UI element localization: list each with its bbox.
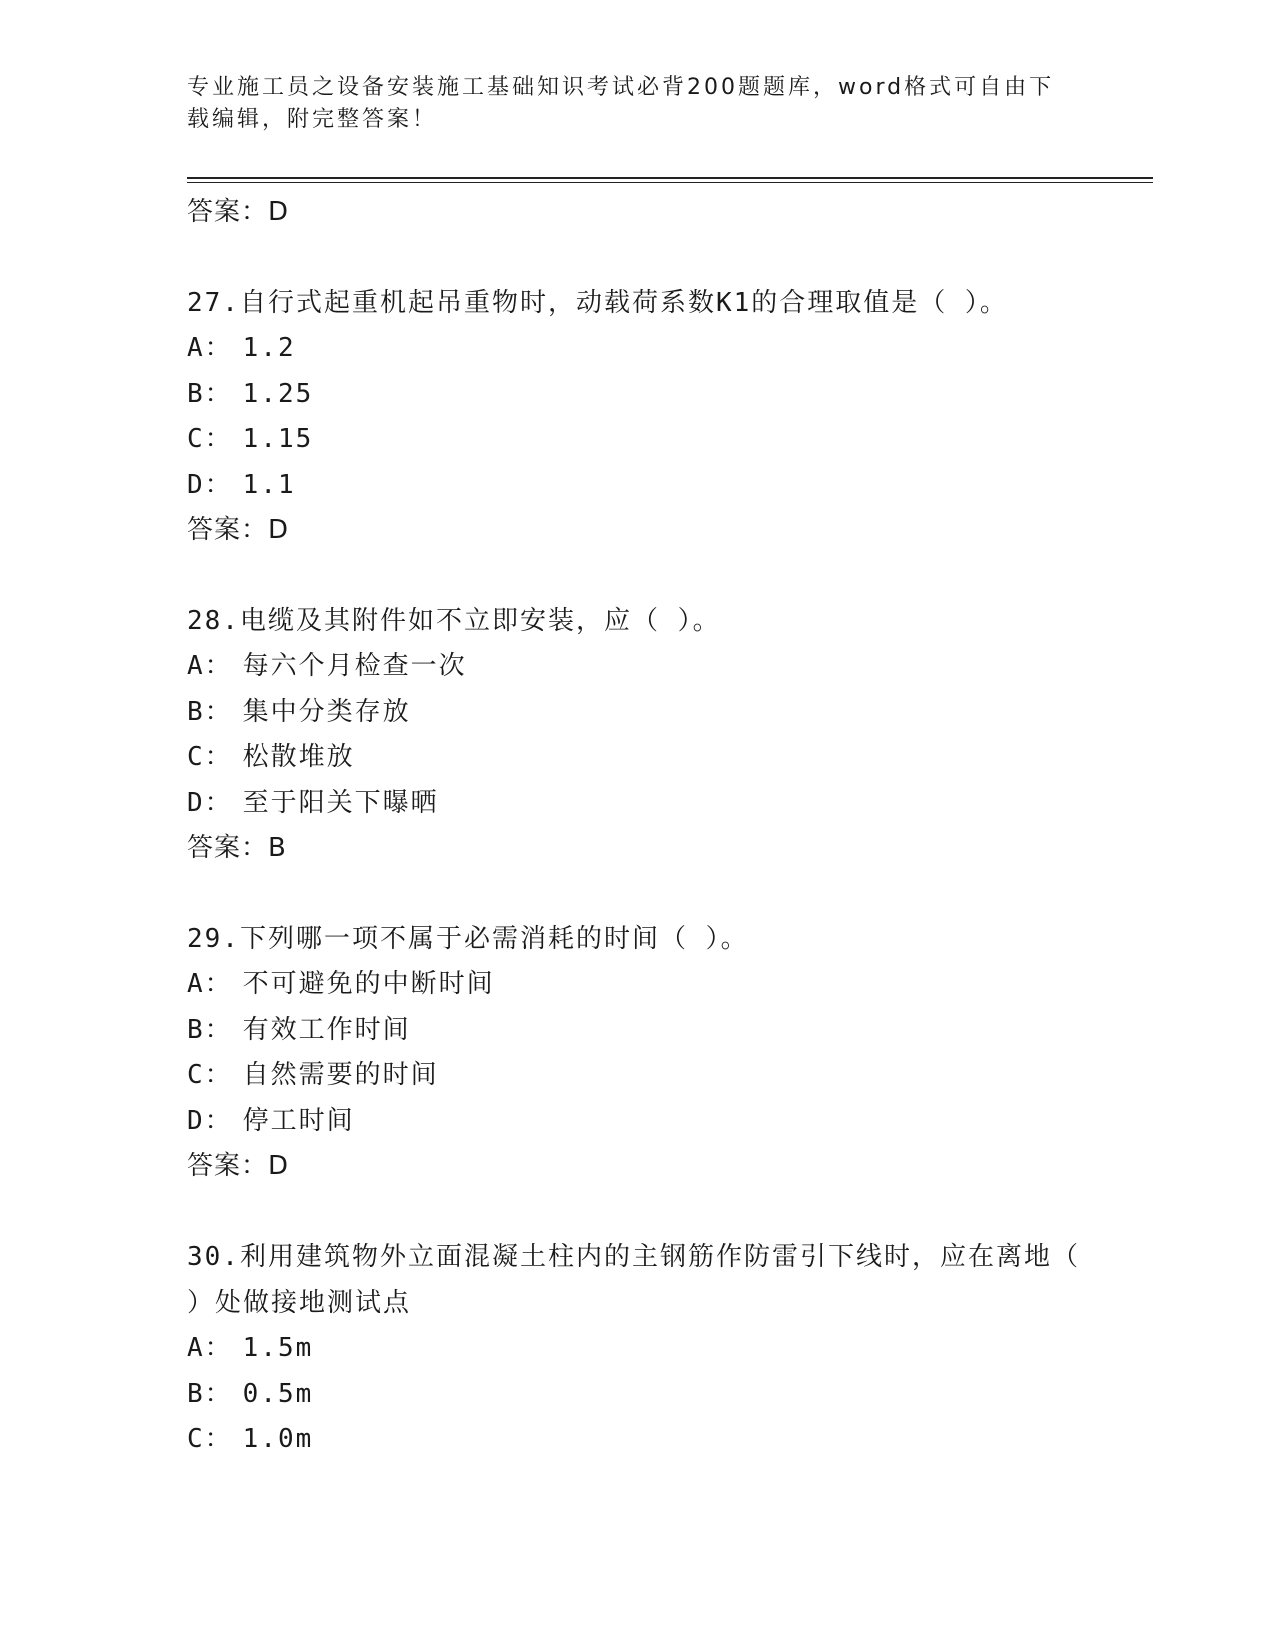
option-row (187, 781, 1087, 827)
option-row (187, 1417, 1087, 1463)
option-letter: D (187, 469, 205, 500)
answer-label: 答案： (187, 515, 269, 545)
option-row (187, 690, 1087, 736)
option-row (187, 962, 1087, 1008)
option-separator: ： (204, 333, 233, 363)
option-separator: ： (204, 651, 233, 681)
option-letter: C (187, 424, 205, 454)
option-letter: C (187, 742, 205, 772)
option-separator: ： (204, 378, 233, 409)
option-letter: C (187, 1424, 205, 1454)
option-text: 松散堆放 (242, 742, 355, 772)
option-separator: ： (204, 969, 233, 999)
option-text: 不可避免的中断时间 (242, 969, 495, 999)
answer-value: B (268, 833, 287, 863)
option-letter: A (187, 651, 205, 681)
question-block (187, 280, 1087, 553)
option-row (187, 1053, 1087, 1099)
option-letter: B (187, 378, 205, 409)
option-separator: ： (204, 1424, 233, 1454)
page-header (187, 72, 1067, 136)
option-separator: ： (204, 1378, 233, 1409)
question-block (187, 598, 1087, 871)
option-letter: D (187, 1105, 205, 1136)
option-letter: A (187, 969, 205, 999)
question-number: 27. (187, 288, 240, 318)
option-text: 有效工作时间 (242, 1014, 411, 1045)
question-text (187, 1234, 1087, 1326)
question-stem: 电缆及其附件如不立即安装，应（ ）。 (239, 606, 721, 636)
option-text: 1.0m (242, 1424, 314, 1454)
option-letter: B (187, 1014, 205, 1045)
option-row (187, 735, 1087, 781)
option-separator: ： (204, 742, 233, 772)
option-text: 1.15 (242, 424, 314, 454)
option-row (187, 1099, 1087, 1145)
option-separator: ： (204, 1014, 233, 1045)
answer-label: 答案： (187, 833, 269, 863)
option-row (187, 1008, 1087, 1054)
answer-value: D (268, 515, 290, 545)
option-row (187, 644, 1087, 690)
question-number: 29. (187, 924, 240, 954)
question-block (187, 1234, 1087, 1463)
option-row (187, 463, 1087, 509)
option-separator: ： (204, 1060, 233, 1090)
question-block (187, 916, 1087, 1189)
option-separator: ： (204, 787, 233, 818)
option-separator: ： (204, 1333, 233, 1363)
option-row (187, 1326, 1087, 1372)
document-title: 专业施工员之设备安装施工基础知识考试必背200题题库，word格式可自由下载编辑，附完整答案！ (187, 75, 1055, 132)
option-letter: C (187, 1060, 205, 1090)
question-stem: 利用建筑物外立面混凝土柱内的主钢筋作防雷引下线时，应在离地（ ）处做接地测试点 (187, 1242, 1080, 1318)
option-text: 停工时间 (242, 1105, 355, 1136)
option-text: 1.2 (242, 333, 296, 363)
option-letter: B (187, 696, 205, 727)
header-divider (187, 177, 1153, 183)
document-body (187, 190, 1087, 1463)
option-letter: B (187, 1378, 205, 1409)
option-text: 至于阳关下曝晒 (242, 787, 439, 818)
answer-label: 答案： (187, 197, 269, 227)
question-number: 30. (187, 1242, 240, 1272)
option-text: 自然需要的时间 (242, 1060, 439, 1090)
option-text: 1.25 (242, 378, 314, 409)
question-number: 28. (187, 606, 240, 636)
option-text: 1.1 (242, 469, 296, 500)
answer-line (187, 826, 1087, 871)
answer-value: D (268, 197, 290, 227)
option-text: 每六个月检查一次 (242, 651, 467, 681)
question-stem: 下列哪一项不属于必需消耗的时间（ ）。 (239, 924, 749, 954)
question-text (187, 280, 1087, 326)
option-separator: ： (204, 469, 233, 500)
option-row (187, 417, 1087, 463)
question-text (187, 916, 1087, 962)
option-letter: A (187, 333, 205, 363)
answer-line (187, 1144, 1087, 1189)
answer-line (187, 190, 1087, 235)
option-letter: D (187, 787, 205, 818)
option-text: 1.5m (242, 1333, 314, 1363)
question-text (187, 598, 1087, 644)
option-row (187, 1372, 1087, 1418)
question-stem: 自行式起重机起吊重物时，动载荷系数K1的合理取值是（ ）。 (239, 288, 1008, 318)
option-separator: ： (204, 696, 233, 727)
option-row (187, 326, 1087, 372)
option-text: 集中分类存放 (242, 696, 411, 727)
option-letter: A (187, 1333, 205, 1363)
option-text: 0.5m (242, 1378, 314, 1409)
answer-line (187, 508, 1087, 553)
option-separator: ： (204, 1105, 233, 1136)
option-separator: ： (204, 424, 233, 454)
answer-value: D (268, 1151, 290, 1181)
answer-label: 答案： (187, 1151, 269, 1181)
option-row (187, 372, 1087, 418)
